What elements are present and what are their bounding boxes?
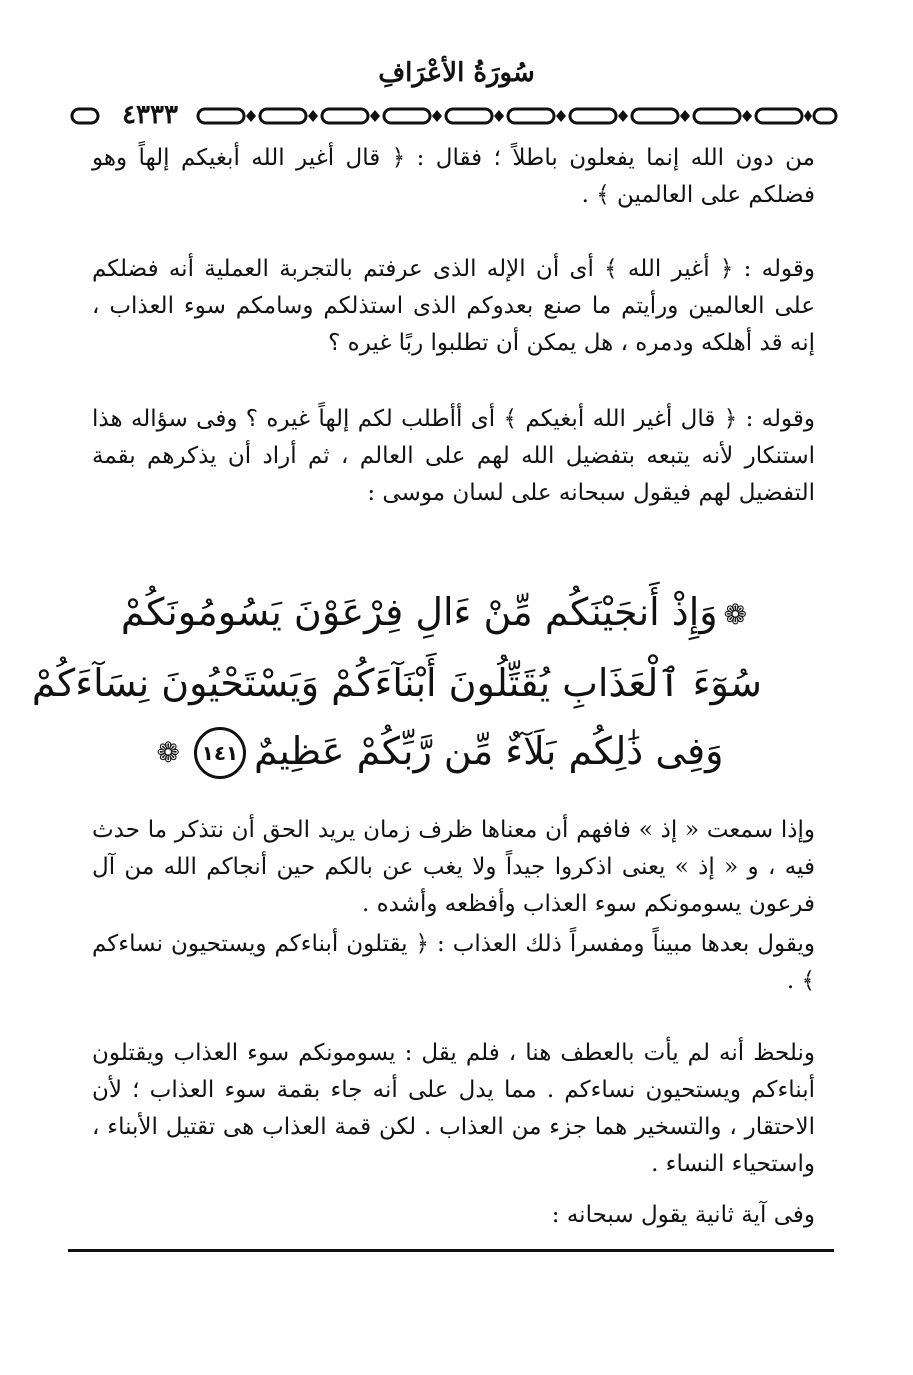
verse-number-marker: ١٤١ [194,727,246,779]
paragraph-next-verse-intro: وفى آية ثانية يقول سبحانه : [551,1202,815,1228]
page-number: ٤٣٣٣ [112,100,188,130]
quran-line-3 [112,717,762,788]
quran-verse-block [31,578,762,787]
bottom-rule [68,1249,834,1252]
quran-line-3-text: وَفِى ذَٰلِكُم بَلَآءٌ مِّن رَّبِّكُمْ عَظِيمٌ [253,728,724,773]
quran-line-2: سُوٓءَ ٱلْعَذَابِ يُقَتِّلُونَ أَبْنَآءَكُمْ وَيَسْتَحْيُونَ نِسَآءَكُمْ [31,660,762,705]
quran-line-1-text: وَإِذْ أَنجَيْنَكُم مِّنْ ءَالِ فِرْعَوْنَ يَسُومُونَكُمْ [120,590,718,634]
paragraph-no-conjunction: ونلحظ أنه لم يأت بالعطف هنا ، فلم يقل : يسومونكم سوء العذاب ويقتلون أبناءكم ويستحيون نساءكم . مما يدل على أنه جاء بقمة سوء العذاب ؛ لأن الاحتقار ، والتسخير هما جزء من العذاب . لكن قمة العذاب هى تقتيل الأبناء ، واستحياء النساء . [92,1040,815,1177]
paragraph-torment-explained: ويقول بعدها مبيناً ومفسراً ذلك العذاب : ﴿ يقتلون أبناءكم ويستحيون نساءكم ﴾ . [92,931,815,994]
paragraph-intro: من دون الله إنما يفعلون باطلاً ؛ فقال : ﴿ قال أغير الله أبغيكم إلهاً وهو فضلكم على العالمين ﴾ . [92,145,815,208]
verse-close-ornament-icon: ❁ [156,736,180,769]
verse-open-ornament-icon: ❁ [723,597,748,631]
quran-line-1 [112,578,762,649]
surah-title: سُورَةُ الأعْرَافِ [378,58,535,88]
paragraph-explanation-2: وقوله : ﴿ قال أغير الله أبغيكم ﴾ أى أأطلب لكم إلهاً غيره ؟ وفى سؤاله هذا استنكار لأنه يتبعه بتفضيل الله لهم على العالم ، ثم أراد أن يذكرهم بقمة التفضيل لهم فيقول سبحانه على لسان موسى : [92,406,815,506]
paragraph-explanation-1: وقوله : ﴿ أغير الله ﴾ أى أن الإله الذى عرفتم بالتجربة العملية أنه فضلكم على العالمين ورأيتم ما صنع بعدوكم الذى استذلكم وسامكم سوء العذاب ، إنه قد أهلكه ودمره ، هل يمكن أن تطلبوا ربًا غيره ؟ [92,256,815,356]
paragraph-idh-meaning: وإذا سمعت « إذ » فافهم أن معناها ظرف زمان يريد الحق أن نتذكر ما حدث فيه ، و « إذ » يعنى اذكروا جيداً ولا يغب عن بالكم حين أنجاكم الله من آل فرعون يسومونكم سوء العذاب وأفظعه وأشده . [92,817,815,917]
